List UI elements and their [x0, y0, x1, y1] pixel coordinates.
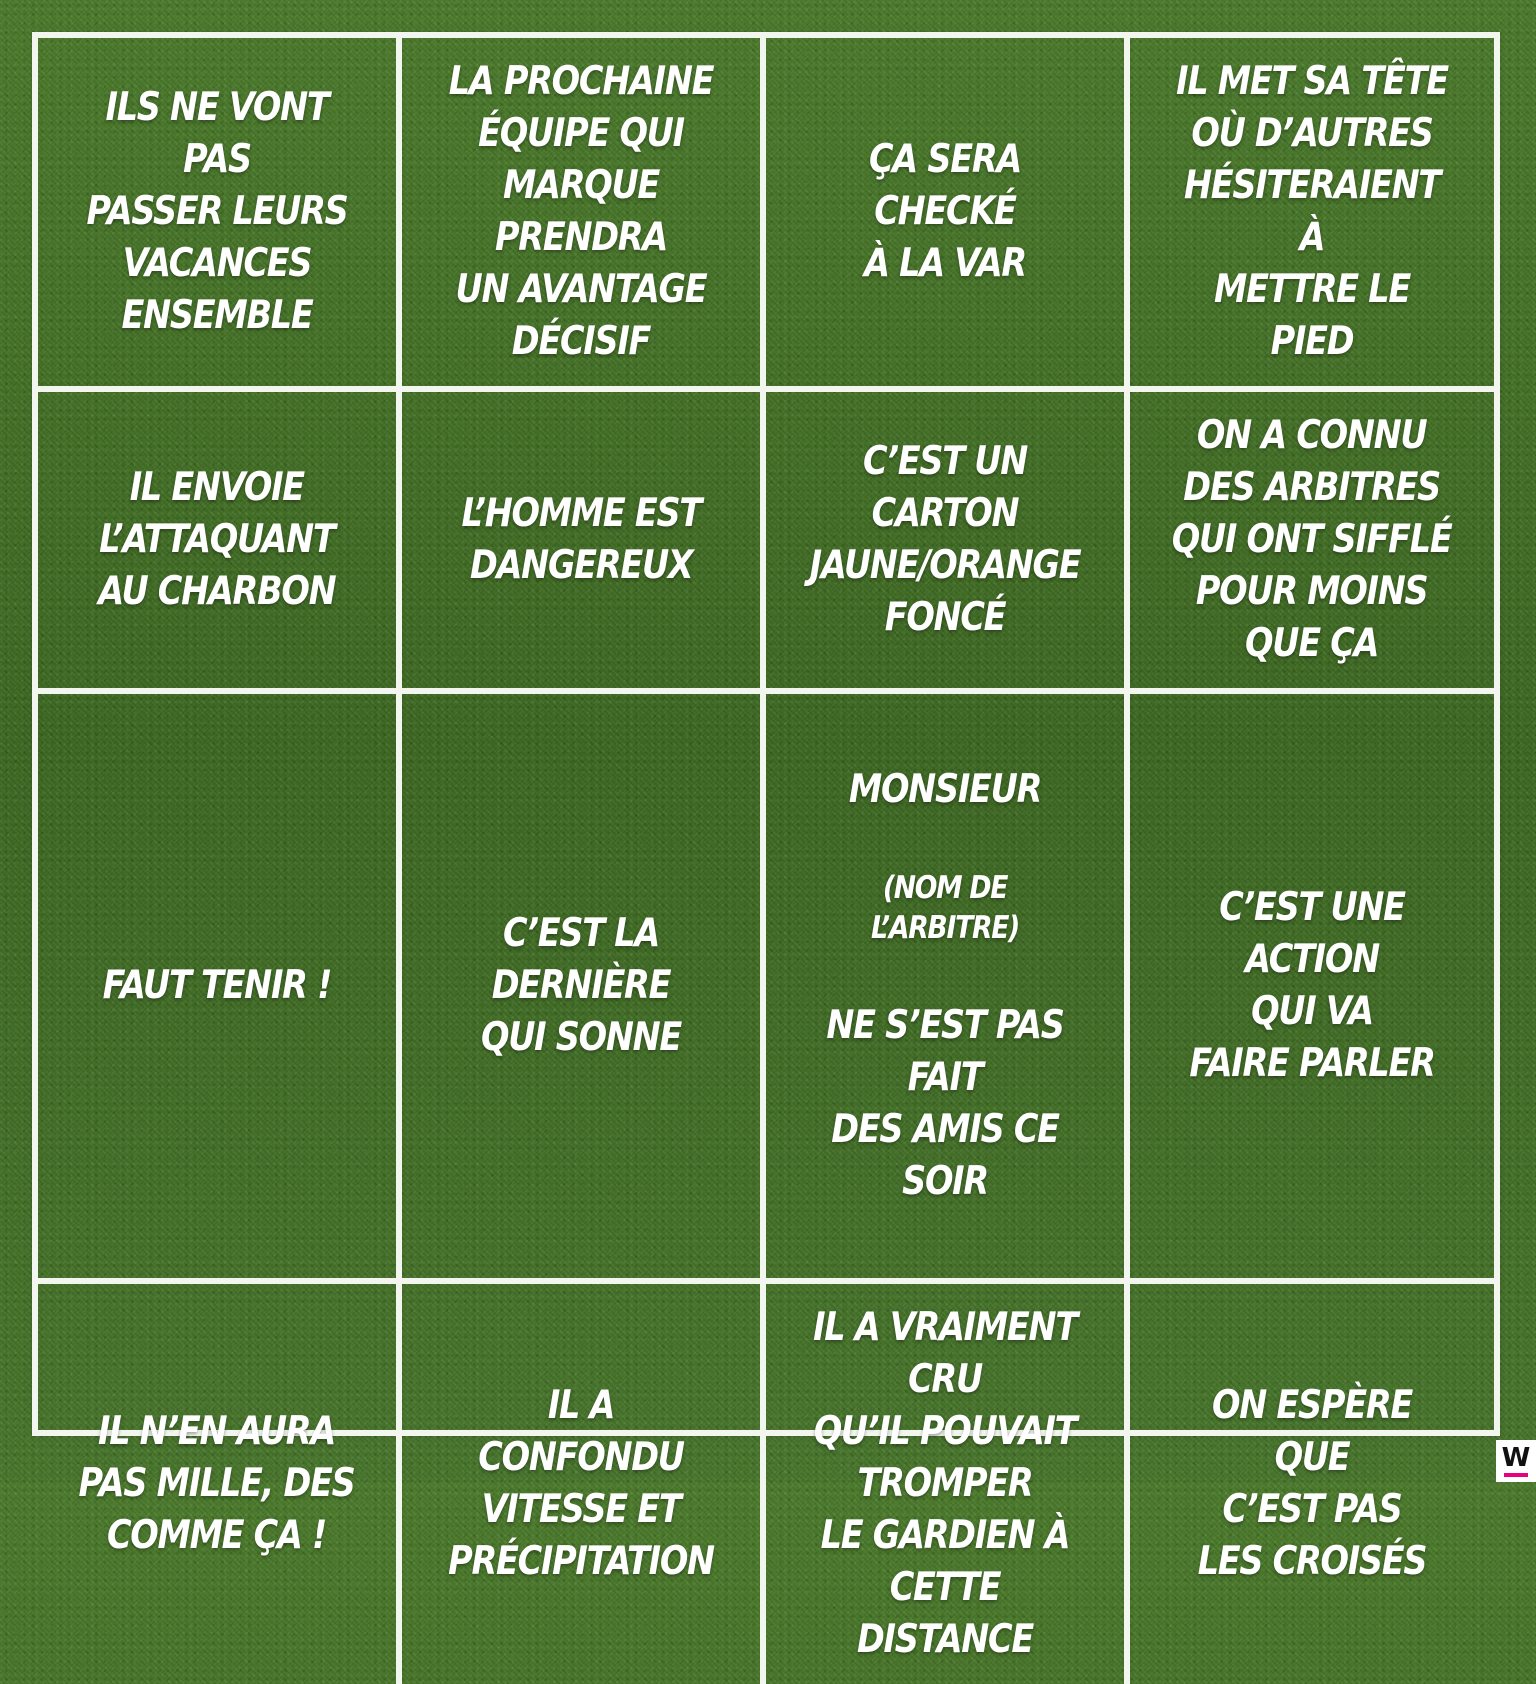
cell-text-small: (NOM DE L’ARBITRE)	[870, 870, 1020, 946]
logo-letter: W	[1501, 1443, 1531, 1473]
cell-text: LA PROCHAINE ÉQUIPE QUI MARQUE PRENDRA UN AVANTAGE DÉCISIF	[448, 59, 714, 364]
cell-text: FAUT TENIR !	[102, 963, 332, 1008]
bingo-cell-4-4	[1130, 1284, 1494, 1684]
cell-text: IL MET SA TÊTE OÙ D’AUTRES HÉSITERAIENT À METTRE LE PIED	[1176, 59, 1448, 364]
bingo-cell-1-2	[402, 38, 766, 392]
bingo-cell-3-1	[38, 694, 402, 1284]
cell-text-top: MONSIEUR	[848, 767, 1042, 812]
cell-text: ON A CONNU DES ARBITRES QUI ONT SIFFLÉ POUR MOINS QUE ÇA	[1172, 413, 1452, 666]
cell-text: ÇA SERA CHECKÉ À LA VAR	[864, 137, 1026, 286]
cell-text: C’EST LA DERNIÈRE QUI SONNE	[480, 911, 682, 1060]
bingo-cell-3-3	[766, 694, 1130, 1284]
cell-text: C’EST UNE ACTION QUI VA FAIRE PARLER	[1189, 885, 1435, 1086]
logo-accent-bar	[1504, 1473, 1528, 1477]
cell-text: IL ENVOIE L’ATTAQUANT AU CHARBON	[98, 465, 336, 614]
bingo-cell-2-1	[38, 392, 402, 694]
bingo-cell-2-3	[766, 392, 1130, 694]
cell-text: ON ESPÈRE QUE C’EST PAS LES CROISÉS	[1197, 1383, 1427, 1584]
bingo-grid	[32, 32, 1500, 1662]
bingo-cell-1-1	[38, 38, 402, 392]
bingo-cell-3-4	[1130, 694, 1494, 1284]
bingo-cell-2-4	[1130, 392, 1494, 694]
cell-text: IL A CONFONDU VITESSE ET PRÉCIPITATION	[448, 1383, 714, 1584]
cell-text: C’EST UN CARTON JAUNE/ORANGE FONCÉ	[809, 439, 1081, 640]
bingo-cell-2-2	[402, 392, 766, 694]
bingo-cell-4-3	[766, 1284, 1130, 1684]
bingo-cell-4-1	[38, 1284, 402, 1684]
cell-text-bottom: NE S’EST PAS FAIT DES AMIS CE SOIR	[826, 1003, 1064, 1204]
cell-text: IL N’EN AURA PAS MILLE, DES COMME ÇA !	[78, 1409, 356, 1558]
cell-text: ILS NE VONT PAS PASSER LEURS VACANCES ENSEMBLE	[86, 85, 348, 338]
bingo-cell-3-2	[402, 694, 766, 1284]
bingo-cell-1-3	[766, 38, 1130, 392]
watson-logo	[1496, 1440, 1536, 1482]
bingo-cell-4-2	[402, 1284, 766, 1684]
cell-text: L’HOMME EST DANGEREUX	[461, 491, 701, 588]
cell-text: IL A VRAIMENT CRU QU’IL POUVAIT TROMPER LE GARDIEN À CETTE DISTANCE	[813, 1305, 1077, 1662]
cell-text	[807, 712, 1084, 1260]
bingo-cell-1-4	[1130, 38, 1494, 392]
